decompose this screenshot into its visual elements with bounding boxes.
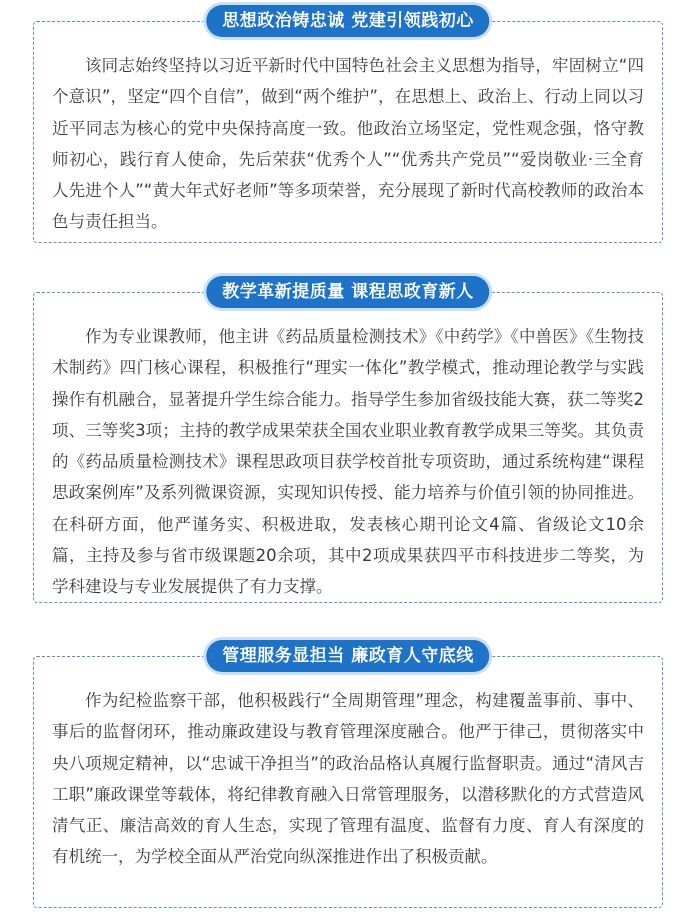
section-heading: 思想政治铸忠诚 党建引领践初心 (206, 5, 489, 37)
section-teaching (33, 282, 663, 603)
section-heading: 教学革新提质量 课程思政育新人 (206, 276, 489, 308)
section-paragraph: 作为专业课教师，他主讲《药品质量检测技术》《中药学》《中兽医》《生物技术制药》四门核心课程，积极推行“理实一体化”教学模式，推动理论教学与实践操作有机融合，显著提升学生综合能力。指导学生参加省级技能大赛，获二等奖2项、三等奖3项；主持的教学成果荣获全国农业职业教育教学成果三等奖。其负责的《药品质量检测技术》课程思政项目获学校首批专项资助，通过系统构建“课程思政案例库”及系列微课资源，实现知识传授、能力培养与价值引领的协同推进。在科研方面，他严谨务实、积极进取，发表核心期刊论文4篇、省级论文10余篇，主持及参与省市级课题20余项，其中2项成果获四平市科技进步二等奖，为学科建设与专业发展提供了有力支撑。 (52, 327, 644, 597)
section-heading: 管理服务显担当 廉政育人守底线 (206, 640, 489, 672)
section-paragraph: 该同志始终坚持以习近平新时代中国特色社会主义思想为指导，牢固树立“四个意识”，坚定“四个自信”，做到“两个维护”，在思想上、政治上、行动上同以习近平同志为核心的党中央保持高度一致。他政治立场坚定，党性观念强，恪守教师初心，践行育人使命，先后荣获“优秀个人”“优秀共产党员”“爱岗敬业·三全育人先进个人”“黄大年式好老师”等多项荣誉，充分展现了新时代高校教师的政治本色与责任担当。 (52, 56, 644, 232)
section-ideology (33, 11, 663, 243)
section-paragraph: 作为纪检监察干部，他积极践行“全周期管理”理念，构建覆盖事前、事中、事后的监督闭环，推动廉政建设与教育管理深度融合。他严于律己，贯彻落实中央八项规定精神，以“忠诚干净担当”的政治品格认真履行监督职责。通过“清风吉工职”廉政课堂等载体，将纪律教育融入日常管理服务，以潜移默化的方式营造风清气正、廉洁高效的育人生态，实现了管理有温度、监督有力度、育人有深度的有机统一，为学校全面从严治党向纵深推进作出了积极贡献。 (52, 691, 644, 867)
section-management (33, 646, 663, 908)
